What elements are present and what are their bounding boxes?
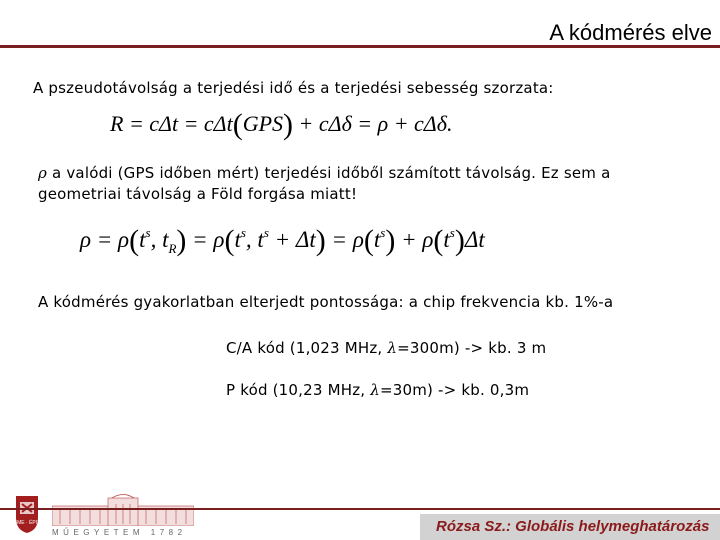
f2-t5: t [443,227,450,252]
ca-code-before: C/A kód (1,023 MHz, [226,339,388,357]
p-code-before: P kód (10,23 MHz, [226,381,371,399]
f2-eq-rho2: = ρ [331,227,364,252]
pseudorange-formula: R = cΔt = cΔt(GPS) + cΔδ = ρ + cΔδ. [110,108,453,141]
f2-r: R [168,241,177,256]
author-banner [420,514,720,540]
slide-title: A kódmérés elve [549,20,712,45]
university-name: MŰEGYETEM 1782 [52,528,187,537]
f2-comma-t: , t [150,227,169,252]
accuracy-text: A kódmérés gyakorlatban elterjedt pontossága: a chip frekvencia kb. 1%-a [38,293,614,311]
f2-s2: s [240,225,246,240]
geometric-range-formula: $\rho = \rho(t^s$, $t_R) = \rho(t^s$, $t^s + \Delta t) = \rho(t^s)$ + $\rhȯ(t^s)\Delta t$ [80,224,485,257]
f2-rho-lhs: ρ = ρ [80,227,130,252]
p-code-after: =30m) -> kb. 0,3m [379,381,530,399]
footer-divider [0,508,720,510]
title-divider [0,45,720,48]
p-code-line [226,380,529,401]
f2-t4: t [373,227,381,252]
f2-s4: s [380,225,386,240]
formula1-rhs: + cΔδ = ρ + cΔδ. [298,111,453,136]
f2-s5: s [449,225,455,240]
f2-s3: s [263,225,269,240]
f2-t3: t [257,227,264,252]
building-illustration [52,494,194,526]
ca-lambda: λ [387,339,398,357]
author-banner-text: Rózsa Sz.: Globális helymeghatározás [436,518,710,535]
ca-code-after: =300m) -> kb. 3 m [397,339,547,357]
f2-t2: t [234,227,241,252]
f2-plus-rho-dot: + ρ̇ [401,227,434,252]
rho-symbol: ρ [38,164,48,182]
logo-caption: BME · ÉPIT [13,520,41,526]
rho-explanation [38,163,698,205]
intro-text: A pszeudotávolság a terjedési idő és a terjedési sebesség szorzata: [33,79,554,97]
f2-dt: Δt [464,227,485,252]
f2-plus-dt: + Δt [274,227,316,252]
f2-t1: t [139,227,146,252]
rho-explanation-text: a valódi (GPS időben mért) terjedési időből számított távolság. Ez sem a geometriai távolság a Föld forgása miatt! [38,164,611,203]
formula1-gps: GPS [242,111,284,136]
p-lambda: λ [370,381,380,399]
university-logo [8,494,46,534]
formula1-lhs: R = cΔt = cΔt [110,111,233,136]
f2-eq-rho1: = ρ [192,227,225,252]
ca-code-line [226,338,546,359]
f2-s1: s [145,225,151,240]
